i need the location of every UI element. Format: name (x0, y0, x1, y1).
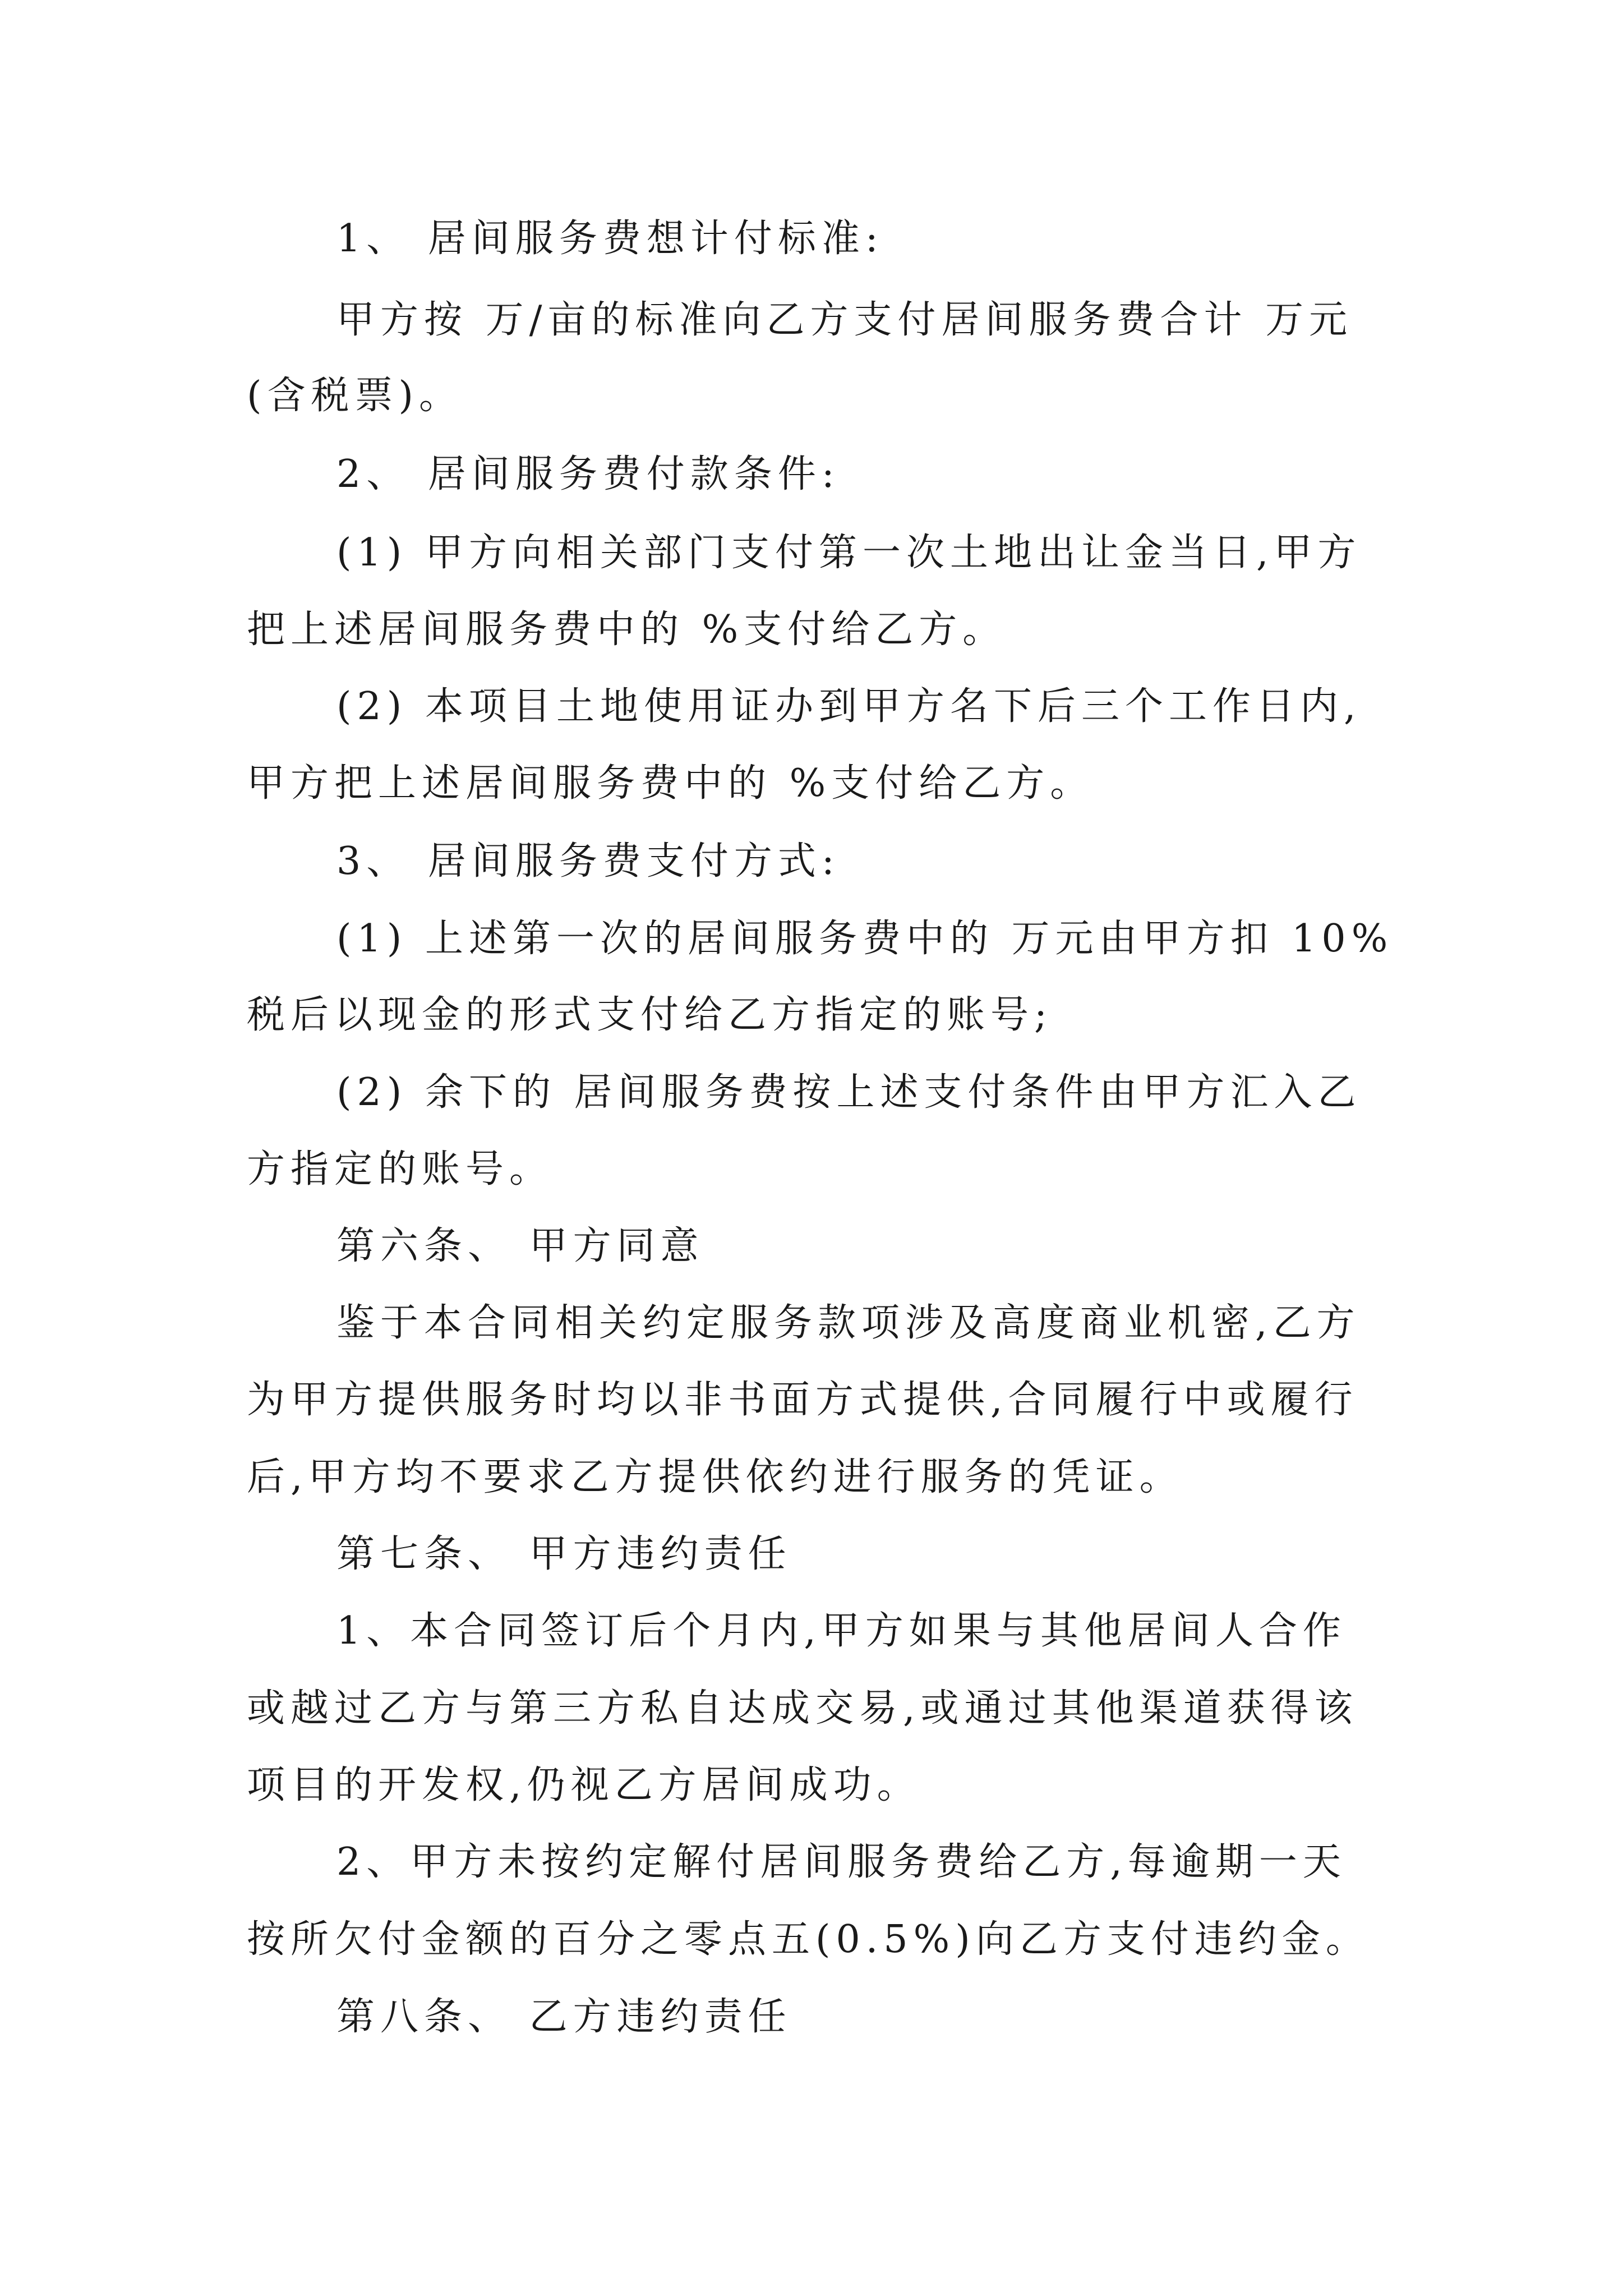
text-line: 把上述居间服务费中的 %支付给乙方。 (247, 608, 1007, 652)
text-line: 鉴于本合同相关约定服务款项涉及高度商业机密,乙方 (336, 1301, 1361, 1345)
text-line: (含税票)。 (247, 374, 463, 418)
text-line: 方指定的账号。 (247, 1147, 554, 1191)
text-line: 甲方把上述居间服务费中的 %支付给乙方。 (247, 761, 1094, 806)
text-line: 甲方按 万/亩的标准向乙方支付居间服务费合计 万元 (336, 298, 1353, 342)
text-line: 项目的开发权,仍视乙方居间成功。 (247, 1763, 921, 1807)
text-line: 或越过乙方与第三方私自达成交易,或通过其他渠道获得该 (247, 1686, 1358, 1731)
text-line: (1) 上述第一次的居间服务费中的 万元由甲方扣 10% (336, 917, 1394, 961)
text-line: 1、本合同签订后个月内,甲方如果与其他居间人合作 (336, 1609, 1347, 1653)
text-line: 2、甲方未按约定解付居间服务费给乙方,每逾期一天 (336, 1840, 1347, 1884)
text-line: 为甲方提供服务时均以非书面方式提供,合同履行中或履行 (247, 1378, 1358, 1422)
text-line: 3、 居间服务费支付方式: (336, 839, 840, 884)
text-line: 税后以现金的形式支付给乙方指定的账号; (247, 993, 1053, 1037)
section-heading: 第六条、 甲方同意 (336, 1224, 704, 1268)
text-line: (1) 甲方向相关部门支付第一次土地出让金当日,甲方 (336, 531, 1362, 575)
text-line: 后,甲方均不要求乙方提供依约进行服务的凭证。 (247, 1455, 1183, 1499)
text-line: (2) 本项目土地使用证办到甲方名下后三个工作日内, (336, 684, 1362, 729)
text-line: 2、 居间服务费付款条件: (336, 452, 840, 496)
section-heading: 第七条、 甲方违约责任 (336, 1532, 792, 1576)
text-line: 按所欠付金额的百分之零点五(0.5%)向乙方支付违约金。 (247, 1917, 1370, 1962)
section-heading: 第八条、 乙方违约责任 (336, 1995, 792, 2039)
text-line: (2) 余下的 居间服务费按上述支付条件由甲方汇入乙 (336, 1070, 1362, 1115)
text-line: 1、 居间服务费想计付标准: (336, 217, 884, 261)
